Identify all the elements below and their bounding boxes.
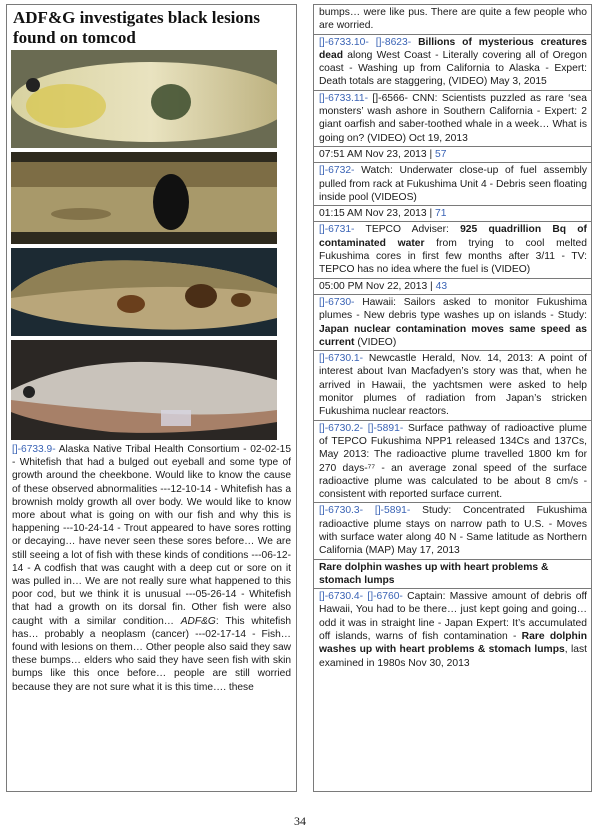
- timestamp-row: 07:51 AM Nov 23, 2013 | 57: [314, 146, 591, 162]
- item-id-link[interactable]: []-6731-: [319, 224, 355, 236]
- cell-6730-1: []-6730.1- Newcastle Herald, Nov. 14, 2013: A point of interest about Ivan Macfadyen’s story was that, when he arrived in Hawaii, the yachtsmen were asked to help monitor plumes of radiation from Japan’s stricken Fukushima nuclear reactors.: [314, 350, 591, 419]
- cell-6732: []-6732- Watch: Underwater close-up of fuel assembly pulled from rack at Fukushima Unit 4 - Debris seen floating inside pool (VIDEOS): [314, 162, 591, 205]
- left-column: [6, 4, 297, 792]
- cell-6730-3: []-6730.3- []-5891- Study: Concentrated Fukushima radioactive plume stays on narrow path to U.S. - Moves with surface water along 40 N - Same latitude as Northern California (MAP) May 17, 2013: [314, 502, 591, 558]
- cell-6730-4: []-6730.4- []-6760- Captain: Massive amount of debris off Hawaii, You had to be there… just kept going and going… odd it was in straight line - Japan Expert: It’s accumulated off islands, warns of fish contamination - Rare dolphin washes up with heart problems & stomach lumps, last examined in 1980s Nov 30, 2013: [314, 588, 591, 671]
- article-title: ADF&G investigates black lesions found on tomcod: [13, 8, 260, 47]
- tomcod-photo-3: [11, 248, 277, 336]
- tomcod-photo-4: [11, 340, 277, 440]
- right-column: [313, 4, 592, 792]
- alaska-reports-text: []-6733.9- Alaska Native Tribal Health Consortium - 02-02-15 - Whitefish that had a bulged out eyeball and some type of growth around the cheekbone. Would like to know the cause of these observed abnormalities ---12-10-14 - Whitefish has a brownish moldy growth all over body. We would like to know more about what is going on with our fish and why this is happening ---10-24-14 - Trout appeared to have sores rotting or decaying… have never seen these sores before… We are still seeing a lot of fish with these kinds of conditions ---06-12-14 - A codfish that was caught with a deep cut or sore on it was pulled in… We are not really sure what happened to this poor cod, but we think it is unusual ---05-26-14 - Whitefish that had a growth on its dorsal fin. Other fish were also caught with a similar condition… ADF&G: This whitefish has… probably a neoplasm (cancer) ---02-17-14 - Fish… found with lesions on them… Other people also said they saw these bumps… elders who said they have seen fish with skin bumps like this once before… people are still worried because they are not sure what it is this time…. these: [12, 444, 291, 693]
- item-id-link[interactable]: []-6760-: [363, 591, 403, 603]
- item-id-link[interactable]: []-6730.4-: [319, 591, 364, 603]
- comment-count-link[interactable]: 57: [435, 148, 447, 160]
- page-number: 34: [294, 814, 306, 828]
- cell-6733-11: []-6733.11- []-6566- CNN: Scientists puzzled as rare ‘sea monsters’ wash ashore in Southern California - Expert: 2 giant oarfish and saber-toothed whale in a week… What is going on? (VIDEO) Oct 19, 2013: [314, 90, 591, 146]
- cell-6730-2: []-6730.2- []-5891- Surface pathway of radioactive plume of TEPCO Fukushima NPP1 released 134Cs and 137Cs, May 2013: The radioactive plume travelled 1800 km for 270 days-⁷⁷ - an average zonal speed of the surface radioactive plume was calculated to be about 8 cm/s - consistent with reported surface current.: [314, 420, 591, 503]
- item-id-link[interactable]: []-6732-: [319, 165, 355, 177]
- timestamp-row: 05:00 PM Nov 22, 2013 | 43: [314, 278, 591, 294]
- tomcod-photo-1: [11, 50, 277, 148]
- cell-6730: []-6730- Hawaii: Sailors asked to monitor Fukushima plumes - New debris type washes up on islands - Study: Japan nuclear contamination moves same speed as current (VIDEO): [314, 294, 591, 350]
- comment-count-link[interactable]: 71: [435, 208, 447, 220]
- item-id-link[interactable]: []-6733.9-: [12, 444, 56, 455]
- comment-count-link[interactable]: 43: [435, 280, 448, 292]
- section-heading: Rare dolphin washes up with heart problems & stomach lumps: [314, 559, 591, 589]
- item-id-link[interactable]: []-6730.3-: [319, 505, 364, 517]
- item-id-link[interactable]: []-6733.10-: [319, 36, 369, 48]
- cell-6733-10: []-6733.10- []-8623- Billions of mysterious creatures dead along West Coast - Literally covering all of Oregon coast - Washing up from California to Alaska - Expert: Death totals are staggering, (VIDEO) May 3, 2015: [314, 34, 591, 90]
- cell-6731: []-6731- TEPCO Adviser: 925 quadrillion Bq of contaminated water from trying to cool melted Fukushima cores in first few months after 3/11 - TV: TEPCO has no idea where the fuel is (VIDEO): [314, 221, 591, 277]
- cell-continuation: bumps… were like pus. There are quite a few people who are worried.: [319, 7, 587, 32]
- item-id-link[interactable]: []-5891-: [363, 422, 404, 434]
- item-id-link[interactable]: []-5891-: [363, 505, 411, 517]
- tomcod-photo-2: [11, 152, 277, 244]
- item-id-link[interactable]: []-8623-: [368, 36, 412, 48]
- item-id-link[interactable]: []-6730.2-: [319, 422, 364, 434]
- item-id-link[interactable]: []-6733.11-: [319, 92, 369, 104]
- item-id-link[interactable]: []-6730-: [319, 296, 355, 308]
- item-id-link[interactable]: []-6730.1-: [319, 353, 364, 365]
- timestamp-row: 01:15 AM Nov 23, 2013 | 71: [314, 205, 591, 221]
